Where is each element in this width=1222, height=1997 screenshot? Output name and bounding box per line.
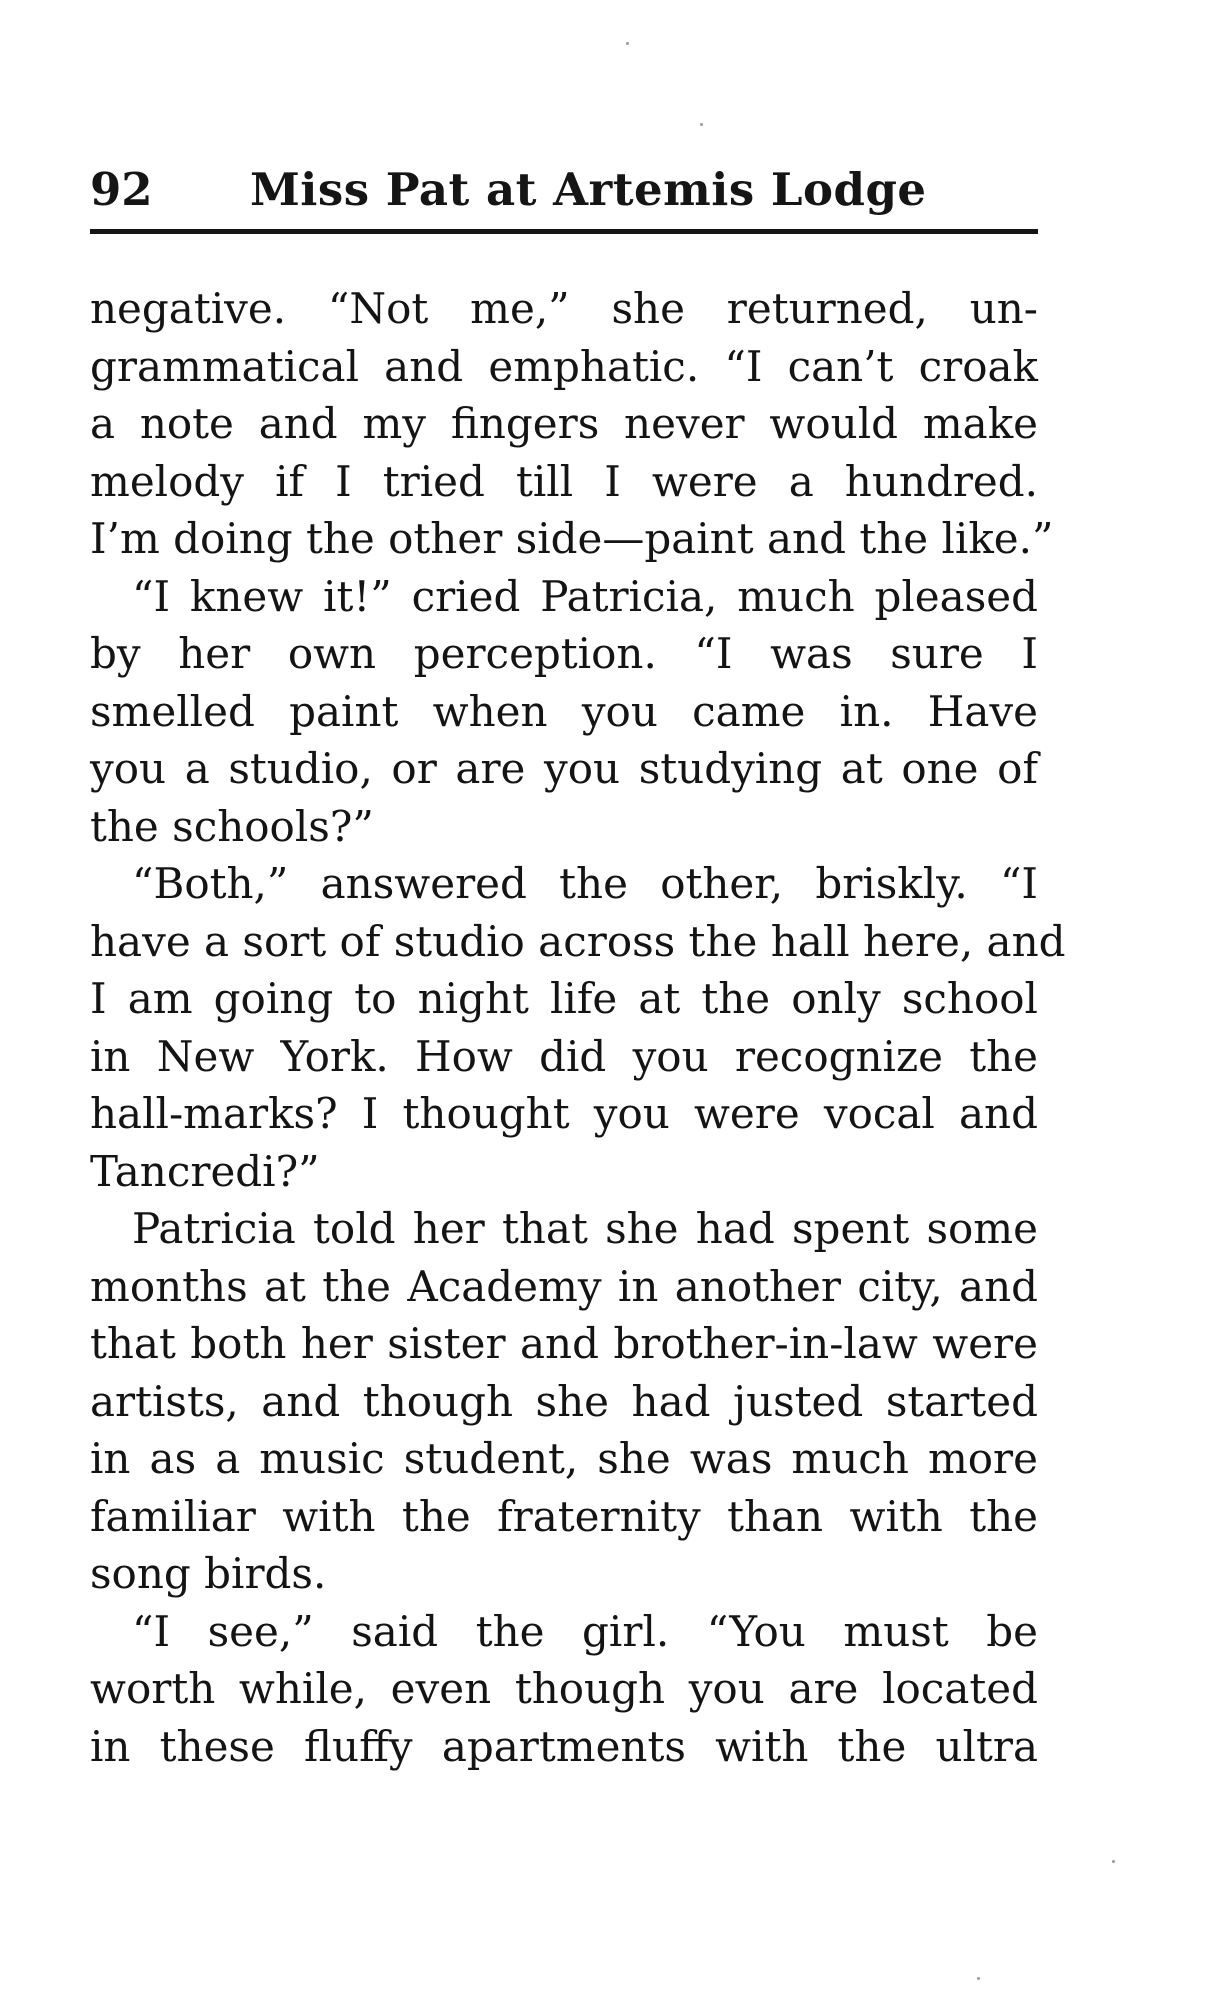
text-line: I’m doing the other side—paint and the like.” <box>90 514 1054 563</box>
running-head <box>90 160 1038 220</box>
text-line: Patricia told her that she had spent some <box>132 1204 1038 1253</box>
text-line: artists, and though she had justed started <box>90 1376 1038 1426</box>
text-line: a note and my fingers never would make <box>90 399 1038 448</box>
text-line: that both her sister and brother-in-law were <box>90 1319 1038 1368</box>
page-number: 92 <box>90 163 153 216</box>
text-line: “I knew it!” cried Patricia, much pleased <box>132 571 1038 621</box>
body-text <box>90 280 1066 1775</box>
book-title: Miss Pat at Artemis Lodge <box>250 163 927 216</box>
text-line: months at the Academy in another city, and <box>90 1261 1038 1311</box>
header-rule <box>90 229 1038 234</box>
text-line: negative. “Not me,” she returned, un- <box>90 284 1038 333</box>
paper-speck <box>1112 1860 1115 1863</box>
text-line: the schools?” <box>90 801 374 851</box>
text-line: “I see,” said the girl. “You must be <box>132 1606 1038 1656</box>
text-line: I am going to night life at the only school <box>90 974 1038 1023</box>
paper-speck <box>977 1977 980 1980</box>
text-line: Tancredi?” <box>90 1146 320 1196</box>
text-line: melody if I tried till I were a hundred. <box>90 456 1038 506</box>
text-line: have a sort of studio across the hall here, and <box>90 916 1066 966</box>
paper-speck <box>626 42 629 45</box>
text-line: by her own perception. “I was sure I <box>90 629 1038 678</box>
text-line: in New York. How did you recognize the <box>90 1031 1038 1081</box>
text-line: song birds. <box>90 1549 327 1598</box>
text-line: worth while, even though you are located <box>90 1664 1038 1713</box>
paper-speck <box>700 123 703 126</box>
text-line: in as a music student, she was much more <box>90 1434 1038 1483</box>
text-line: smelled paint when you came in. Have <box>90 686 1038 736</box>
text-line: “Both,” answered the other, briskly. “I <box>132 859 1038 908</box>
text-line: in these fluffy apartments with the ultra <box>90 1721 1038 1771</box>
text-line: hall-marks? I thought you were vocal and <box>90 1089 1038 1138</box>
text-line: familiar with the fraternity than with the <box>90 1491 1038 1541</box>
text-line: you a studio, or are you studying at one of <box>90 744 1038 793</box>
text-line: grammatical and emphatic. “I can’t croak <box>90 341 1038 391</box>
